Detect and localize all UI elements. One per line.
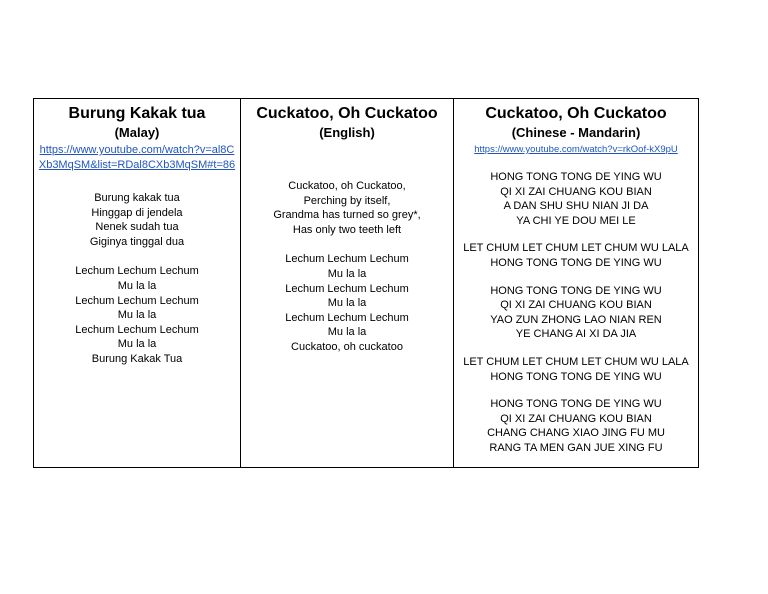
lyric-line: YA CHI YE DOU MEI LE bbox=[516, 214, 636, 227]
column-title: Cuckatoo, Oh Cuckatoo bbox=[256, 105, 438, 122]
lyric-line: Lechum Lechum Lechum bbox=[75, 294, 199, 307]
stanza bbox=[34, 264, 240, 366]
lyric-line: Grandma has turned so grey*, bbox=[273, 209, 421, 222]
lyric-line: Hinggap di jendela bbox=[91, 206, 183, 219]
stanza bbox=[454, 397, 698, 455]
lyric-line: HONG TONG TONG DE YING WU bbox=[490, 256, 662, 269]
lyric-line: Mu la la bbox=[327, 267, 367, 280]
column-title: Burung Kakak tua bbox=[68, 105, 206, 122]
lyric-line: A DAN SHU SHU NIAN JI DA bbox=[503, 200, 649, 213]
stanza bbox=[34, 191, 240, 249]
lyric-line: Mu la la bbox=[117, 279, 157, 292]
lyric-line: RANG TA MEN GAN JUE XING FU bbox=[489, 441, 663, 454]
stanza bbox=[241, 252, 453, 354]
lyric-line: LET CHUM LET CHUM LET CHUM WU LALA bbox=[463, 355, 689, 368]
lyric-line: QI XI ZAI CHUANG KOU BIAN bbox=[500, 185, 652, 198]
column-language: (Chinese - Mandarin) bbox=[511, 125, 641, 140]
stanza bbox=[454, 241, 698, 270]
lyric-line: Mu la la bbox=[117, 309, 157, 322]
lyric-line: Mu la la bbox=[117, 338, 157, 351]
lyric-line: Burung kakak tua bbox=[94, 192, 180, 204]
lyric-line: Cuckatoo, oh Cuckatoo, bbox=[288, 180, 406, 192]
column-title: Cuckatoo, Oh Cuckatoo bbox=[485, 105, 667, 122]
stanza bbox=[454, 284, 698, 342]
column-language: (Malay) bbox=[114, 125, 160, 140]
lyric-line: Lechum Lechum Lechum bbox=[285, 253, 409, 266]
stanza bbox=[241, 179, 453, 237]
lyric-line: Lechum Lechum Lechum bbox=[285, 282, 409, 295]
lyric-line: HONG TONG TONG DE YING WU bbox=[490, 370, 662, 383]
lyric-line: LET CHUM LET CHUM LET CHUM WU LALA bbox=[463, 242, 689, 255]
mandarin-column bbox=[454, 99, 698, 467]
lyric-line: Giginya tinggal dua bbox=[89, 235, 185, 248]
lyric-line: CHANG CHANG XIAO JING FU MU bbox=[487, 427, 665, 440]
lyric-line: Mu la la bbox=[327, 297, 367, 310]
column-language: (English) bbox=[319, 125, 375, 140]
lyric-line: QI XI ZAI CHUANG KOU BIAN bbox=[500, 412, 652, 425]
lyric-line: Mu la la bbox=[327, 326, 367, 339]
youtube-link[interactable]: https://www.youtube.com/watch?v=al8CXb3MqSM&list=RDal8CXb3MqSM#t=86 bbox=[38, 144, 236, 171]
lyric-line: Lechum Lechum Lechum bbox=[75, 323, 199, 336]
english-column bbox=[241, 99, 454, 467]
lyric-line: HONG TONG TONG DE YING WU bbox=[490, 398, 662, 411]
youtube-link[interactable]: https://www.youtube.com/watch?v=rkOof-kX9pU bbox=[474, 144, 678, 155]
lyric-line: Has only two teeth left bbox=[292, 223, 402, 236]
lyric-line: YAO ZUN ZHONG LAO NIAN REN bbox=[490, 313, 662, 326]
lyric-line: Nenek sudah tua bbox=[95, 221, 179, 234]
stanza bbox=[454, 170, 698, 228]
lyric-line: Lechum Lechum Lechum bbox=[75, 265, 199, 278]
lyric-line: Burung Kakak Tua bbox=[91, 352, 183, 365]
lyric-line: HONG TONG TONG DE YING WU bbox=[490, 284, 662, 297]
lyric-line: HONG TONG TONG DE YING WU bbox=[490, 171, 662, 183]
lyric-line: QI XI ZAI CHUANG KOU BIAN bbox=[500, 299, 652, 312]
malay-column bbox=[34, 99, 241, 467]
lyric-line: Perching by itself, bbox=[303, 194, 391, 207]
song-table bbox=[33, 98, 699, 468]
lyric-line: Cuckatoo, oh cuckatoo bbox=[291, 340, 403, 353]
lyric-line: Lechum Lechum Lechum bbox=[285, 311, 409, 324]
lyric-line: YE CHANG AI XI DA JIA bbox=[515, 328, 637, 341]
stanza bbox=[454, 355, 698, 384]
